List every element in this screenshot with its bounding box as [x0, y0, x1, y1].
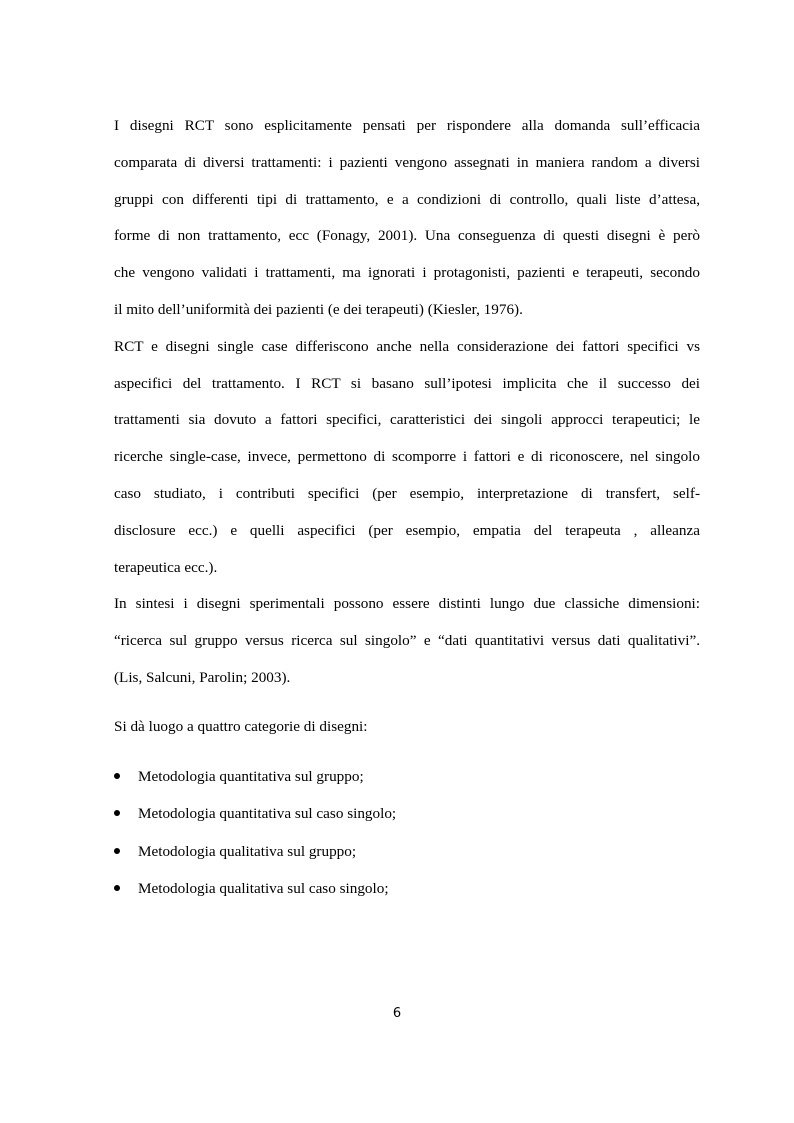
bullet-icon: [114, 810, 120, 816]
text-line: gruppi con differenti tipi di trattamento, e a condizioni di controllo, quali liste d’attesa,: [114, 190, 700, 208]
categories-list: [114, 758, 700, 908]
bullet-icon: [114, 885, 120, 891]
text-line: RCT e disegni single case differiscono anche nella considerazione dei fattori specifici vs: [114, 337, 700, 355]
text-line: comparata di diversi trattamenti: i pazienti vengono assegnati in maniera random a diversi: [114, 153, 700, 171]
list-item: [114, 758, 700, 796]
paragraph-spacer: [114, 746, 700, 758]
list-item-text: Metodologia qualitativa sul gruppo;: [138, 842, 357, 860]
list-item-text: Metodologia quantitativa sul gruppo;: [138, 767, 364, 785]
text-line: disclosure ecc.) e quelli aspecifici (per esempio, empatia del terapeuta , alleanza: [114, 521, 700, 539]
bullet-icon: [114, 848, 120, 854]
text-line: I disegni RCT sono esplicitamente pensati per rispondere alla domanda sull’efficacia: [114, 117, 700, 134]
text-line: “ricerca sul gruppo versus ricerca sul singolo” e “dati quantitativi versus dati qualitativi”.: [114, 632, 700, 650]
paragraph-rct-efficacy: [114, 108, 700, 329]
text-line: il mito dell’uniformità dei pazienti (e dei terapeuti) (Kiesler, 1976).: [114, 300, 523, 318]
text-line: ricerche single-case, invece, permettono di scomporre i fattori e di riconoscere, nel singolo: [114, 448, 700, 466]
text-line: terapeutica ecc.).: [114, 558, 218, 576]
paragraph-synthesis: [114, 586, 700, 696]
list-item: [114, 870, 700, 908]
paragraph-spacer: [114, 697, 700, 709]
text-line: In sintesi i disegni sperimentali possono essere distinti lungo due classiche dimensioni:: [114, 595, 700, 613]
text-line: caso studiato, i contributi specifici (per esempio, interpretazione di transfert, self-: [114, 484, 700, 502]
text-line: trattamenti sia dovuto a fattori specifici, caratteristici dei singoli approcci terapeutici; le: [114, 411, 700, 429]
text-line: (Lis, Salcuni, Parolin; 2003).: [114, 668, 291, 686]
bullet-icon: [114, 773, 120, 779]
page-number: 6: [392, 1006, 402, 1021]
text-line: aspecifici del trattamento. I RCT si basano sull’ipotesi implicita che il successo dei: [114, 374, 700, 392]
categories-intro: Si dà luogo a quattro categorie di disegni:: [114, 717, 368, 735]
text-line: che vengono validati i trattamenti, ma ignorati i protagonisti, pazienti e terapeuti, secondo: [114, 264, 700, 282]
list-item: [114, 833, 700, 871]
list-item-text: Metodologia qualitativa sul caso singolo;: [138, 880, 389, 898]
paragraph-specific-factors: [114, 329, 700, 587]
list-item: [114, 795, 700, 833]
text-line: forme di non trattamento, ecc (Fonagy, 2001). Una conseguenza di questi disegni è però: [114, 227, 700, 245]
list-item-text: Metodologia quantitativa sul caso singolo;: [138, 805, 397, 823]
document-body: [114, 108, 700, 908]
